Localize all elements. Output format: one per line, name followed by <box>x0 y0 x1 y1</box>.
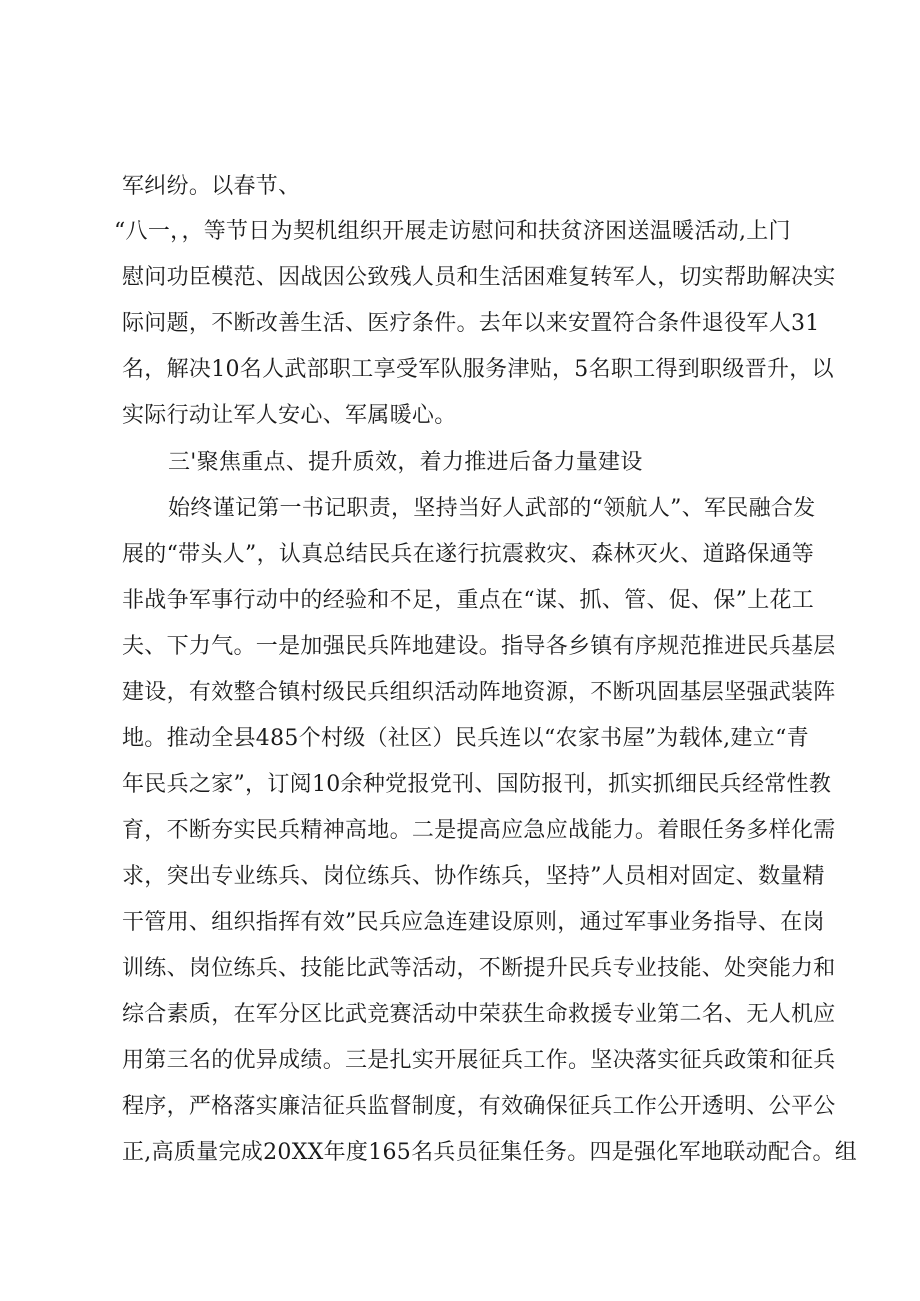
paragraph-2-line-13: 用第三名的优异成绩。三是扎实开展征兵工作。坚决落实征兵政策和征兵 <box>122 1048 836 1073</box>
paragraph-1-line-3: 慰问功臣模范、因战因公致残人员和生活困难复转军人，切实帮助解决实 <box>122 265 836 290</box>
paragraph-2-line-1: 始终谨记第一书记职责，坚持当好人武部的“领航人”、军民融合发 <box>168 496 816 521</box>
paragraph-2-line-7: 年民兵之家”，订阅10余种党报党刊、国防报刊，抓实抓细民兵经常性教 <box>122 772 832 797</box>
paragraph-2-line-2: 展的“带头人”，认真总结民兵在遂行抗震救灾、森林灭火、道路保通等 <box>122 542 815 567</box>
paragraph-2-line-8: 育，不断夯实民兵精神高地。二是提高应急应战能力。着眼任务多样化需 <box>122 818 836 843</box>
paragraph-1-line-4: 际问题，不断改善生活、医疗条件。去年以来安置符合条件退役军人31 <box>122 311 820 336</box>
paragraph-2-line-10: 干管用、组织指挥有效”民兵应急连建设原则，通过军事业务指导、在岗 <box>122 910 825 935</box>
paragraph-2-line-14: 程序，严格落实廉洁征兵监督制度，有效确保征兵工作公开透明、公平公 <box>122 1094 836 1119</box>
section-heading: 三'聚焦重点、提升质效，着力推进后备力量建设 <box>168 450 643 475</box>
paragraph-1-line-1: 军纠纷。以春节、 <box>122 174 301 199</box>
paragraph-2-line-12: 综合素质，在军分区比武竞赛活动中荣获生命救援专业第二名、无人机应 <box>122 1002 836 1027</box>
paragraph-2-line-3: 非战争军事行动中的经验和不足，重点在“谋、抓、管、促、保”上花工 <box>122 588 815 613</box>
paragraph-2-line-15: 正,高质量完成20XX年度165名兵员征集任务。四是强化军地联动配合。组 <box>122 1140 858 1165</box>
paragraph-1-line-2: “八一，，等节日为契机组织开展走访慰问和扶贫济困送温暖活动,上门 <box>114 219 791 244</box>
paragraph-1-line-6: 实际行动让军人安心、军属暖心。 <box>122 403 457 428</box>
paragraph-1-line-5: 名，解决10名人武部职工享受军队服务津贴，5名职工得到职级晋升，以 <box>122 357 834 382</box>
paragraph-2-line-11: 训练、岗位练兵、技能比武等活动，不断提升民兵专业技能、处突能力和 <box>122 956 836 981</box>
paragraph-2-line-9: 求，突出专业练兵、岗位练兵、协作练兵，坚持”人员相对固定、数量精 <box>122 864 825 889</box>
paragraph-2-line-4: 夫、下力气。一是加强民兵阵地建设。指导各乡镇有序规范推进民兵基层 <box>122 634 836 659</box>
paragraph-2-line-5: 建设，有效整合镇村级民兵组织活动阵地资源，不断巩固基层坚强武装阵 <box>122 680 836 705</box>
paragraph-2-line-6: 地。推动全县485个村级（社区）民兵连以“农家书屋”为载体,建立“青 <box>122 726 809 751</box>
